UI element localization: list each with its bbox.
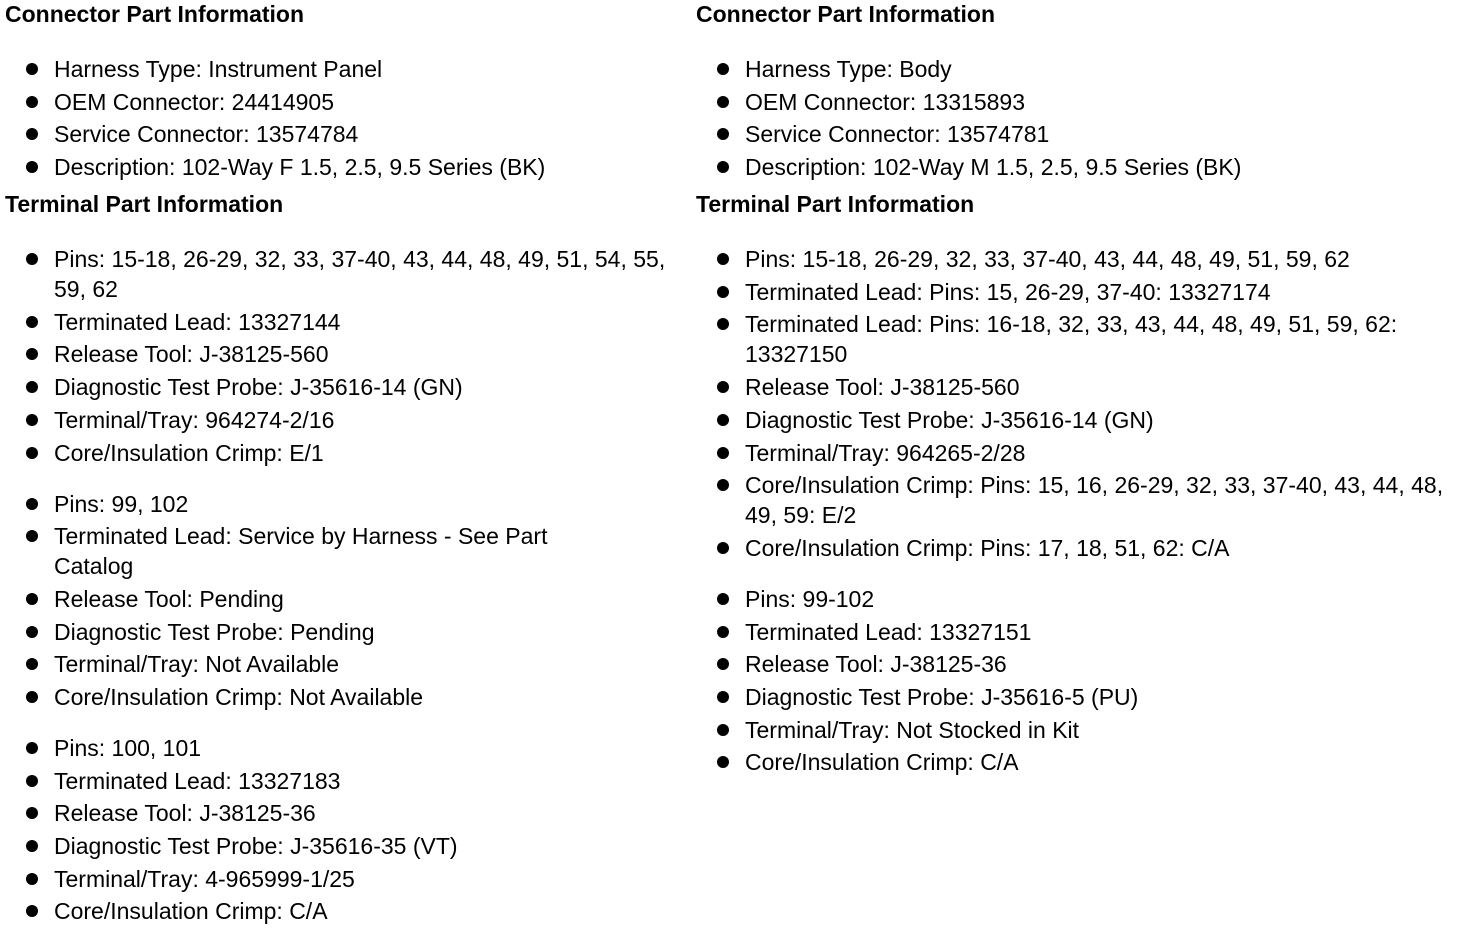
bullet-icon (26, 498, 38, 510)
bullet-icon (717, 128, 729, 140)
list-item: Description: 102-Way M 1.5, 2.5, 9.5 Series (BK) (696, 152, 1466, 182)
list-item: Terminal/Tray: 4-965999-1/25 (5, 864, 685, 894)
list-item: Service Connector: 13574781 (696, 119, 1466, 149)
list-item: Release Tool: J-38125-560 (696, 372, 1466, 402)
bullet-icon (26, 381, 38, 393)
list-item: Core/Insulation Crimp: Pins: 15, 16, 26-29, 32, 33, 37-40, 43, 44, 48, 49, 59: E/2 (696, 470, 1466, 530)
bullet-icon (26, 316, 38, 328)
list-item: Terminated Lead: 13327151 (696, 617, 1466, 647)
bullet-icon (26, 253, 38, 265)
list-item: Pins: 99, 102 (5, 489, 685, 519)
list-item: Core/Insulation Crimp: Not Available (5, 682, 685, 712)
list-item: Core/Insulation Crimp: Pins: 17, 18, 51, 62: C/A (696, 533, 1466, 563)
bullet-icon (26, 775, 38, 787)
bullet-icon (717, 479, 729, 491)
bullet-icon (26, 128, 38, 140)
bullet-icon (26, 658, 38, 670)
list-item: Pins: 15-18, 26-29, 32, 33, 37-40, 43, 44, 48, 49, 51, 54, 55, 59, 62 (5, 244, 685, 304)
list-item: Harness Type: Body (696, 54, 1466, 84)
list-item: Terminated Lead: Pins: 15, 26-29, 37-40: 13327174 (696, 277, 1466, 307)
list-item: Release Tool: J-38125-36 (5, 798, 685, 828)
list-item: Diagnostic Test Probe: J-35616-35 (VT) (5, 831, 685, 861)
list-item: Terminal/Tray: 964274-2/16 (5, 405, 685, 435)
list-item: Diagnostic Test Probe: J-35616-14 (GN) (5, 372, 685, 402)
list-item: Terminated Lead: 13327144 (5, 307, 685, 337)
terminal-part-title: Terminal Part Information (5, 191, 284, 218)
bullet-icon (717, 756, 729, 768)
bullet-icon (26, 530, 38, 542)
bullet-icon (26, 691, 38, 703)
bullet-icon (26, 873, 38, 885)
bullet-icon (717, 286, 729, 298)
list-item: Description: 102-Way F 1.5, 2.5, 9.5 Series (BK) (5, 152, 685, 182)
bullet-icon (717, 691, 729, 703)
bullet-icon (717, 658, 729, 670)
list-item: Pins: 15-18, 26-29, 32, 33, 37-40, 43, 44, 48, 49, 51, 59, 62 (696, 244, 1466, 274)
connector-part-list (5, 54, 685, 182)
list-item: Release Tool: Pending (5, 584, 685, 614)
bullet-icon (26, 161, 38, 173)
bullet-icon (717, 626, 729, 638)
bullet-icon (717, 593, 729, 605)
list-item: Service Connector: 13574784 (5, 119, 685, 149)
list-item: Core/Insulation Crimp: E/1 (5, 438, 685, 468)
bullet-icon (717, 96, 729, 108)
terminal-group (5, 489, 685, 712)
bullet-icon (717, 381, 729, 393)
list-item: Terminated Lead: Service by Harness - See Part Catalog (5, 521, 685, 581)
bullet-icon (717, 542, 729, 554)
bullet-icon (26, 414, 38, 426)
list-item: Harness Type: Instrument Panel (5, 54, 685, 84)
list-item: Core/Insulation Crimp: C/A (5, 896, 685, 926)
bullet-icon (717, 447, 729, 459)
list-item: Terminal/Tray: Not Available (5, 649, 685, 679)
bullet-icon (26, 348, 38, 360)
list-item: Terminated Lead: 13327183 (5, 766, 685, 796)
connector-part-title: Connector Part Information (696, 1, 996, 27)
list-item: Release Tool: J-38125-560 (5, 339, 685, 369)
list-item: OEM Connector: 13315893 (696, 87, 1466, 117)
bullet-icon (717, 161, 729, 173)
bullet-icon (717, 253, 729, 265)
terminal-part-title: Terminal Part Information (696, 191, 975, 218)
connector-part-title: Connector Part Information (5, 1, 305, 27)
terminal-group (5, 733, 685, 926)
terminal-group (696, 244, 1466, 563)
list-item: Release Tool: J-38125-36 (696, 649, 1466, 679)
list-item: Diagnostic Test Probe: J-35616-5 (PU) (696, 682, 1466, 712)
bullet-icon (26, 840, 38, 852)
terminal-group (696, 584, 1466, 777)
bullet-icon (717, 414, 729, 426)
bullet-icon (717, 724, 729, 736)
right-column (696, 0, 1466, 780)
bullet-icon (717, 318, 729, 330)
list-item: Diagnostic Test Probe: J-35616-14 (GN) (696, 405, 1466, 435)
list-item: Terminated Lead: Pins: 16-18, 32, 33, 43, 44, 48, 49, 51, 59, 62: 13327150 (696, 309, 1466, 369)
left-column (5, 0, 685, 929)
bullet-icon (26, 742, 38, 754)
list-item: Core/Insulation Crimp: C/A (696, 747, 1466, 777)
terminal-group (5, 244, 685, 467)
list-item: Diagnostic Test Probe: Pending (5, 617, 685, 647)
bullet-icon (26, 807, 38, 819)
list-item: Terminal/Tray: Not Stocked in Kit (696, 715, 1466, 745)
bullet-icon (26, 905, 38, 917)
bullet-icon (26, 593, 38, 605)
bullet-icon (26, 626, 38, 638)
list-item: Pins: 99-102 (696, 584, 1466, 614)
list-item: OEM Connector: 24414905 (5, 87, 685, 117)
list-item: Terminal/Tray: 964265-2/28 (696, 438, 1466, 468)
bullet-icon (26, 447, 38, 459)
connector-part-list (696, 54, 1466, 182)
bullet-icon (717, 63, 729, 75)
bullet-icon (26, 96, 38, 108)
list-item: Pins: 100, 101 (5, 733, 685, 763)
bullet-icon (26, 63, 38, 75)
